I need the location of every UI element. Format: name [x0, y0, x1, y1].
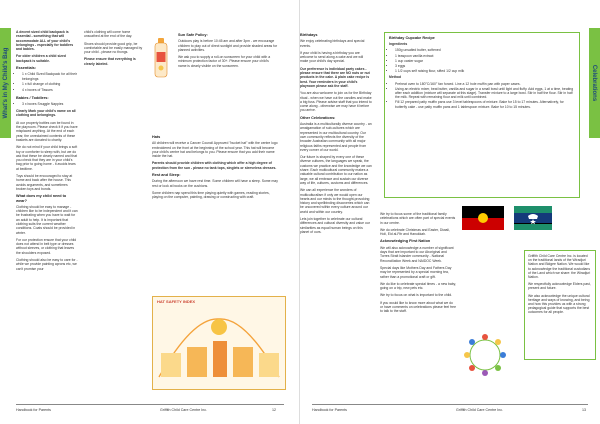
- paragraph: Clothing should be easy to manage - children like to be independent and it can be frustrating when you have to wait for an adult to help. It is important that clothing suits the current weather conditions. Coats should be provided in winter.: [16, 204, 78, 235]
- heading: Other Celebrations:: [300, 115, 336, 120]
- recipe-title: Birthday Cupcake Recipe: [389, 36, 435, 40]
- heading: Method: [389, 75, 402, 80]
- footer-org: Griffith Child Care Centre Inc.: [160, 408, 208, 412]
- footer-title: Handbook for Parents: [16, 408, 51, 412]
- chart-title: HAT SAFETY INDEX: [157, 299, 196, 304]
- method-list: [389, 82, 575, 109]
- paragraph: child's clothing will come home unscathed at the end of the day.: [84, 30, 133, 39]
- list-item: • 1 cup caster sugar: [395, 59, 575, 63]
- paragraph: Outdoors play is before 10:45 am and after 3pm - we encourage children to play out of direct sunlight and provide shaded areas for planned activities.: [178, 39, 278, 52]
- list-item: • Using an electric mixer, beat butter, vanilla and sugar in a small bowl until light and fluffy. Add eggs, 1 at a time, beating after each addition (mixture will separate at this stage). Transfer mixture to a large bowl. Stir in half the flour. Stir in half the milk. Repeat with remaining flour and milk until combined.: [395, 87, 575, 100]
- section-tab-label: What's in My Child's Bag: [3, 47, 9, 119]
- list-item: • 1 x Child Sized Backpack for all their belongings: [22, 72, 78, 81]
- paragraph: If your child is having a birthday you are welcome to send along a cake and we will make your child's day special.: [300, 50, 364, 64]
- acknowledgement-box: [524, 250, 596, 360]
- dhari-star-icon: [514, 206, 552, 230]
- paragraph: We enjoy celebrating birthdays and special events.: [300, 39, 365, 48]
- paragraph: Shoes should provide good grip, be comfortable and be easily managed by your child - please no thongs.: [84, 41, 143, 55]
- paragraph: Some children nap spend this time playing quietly with games, reading stories, playing on the computer, painting, drawing or constructing with craft.: [152, 190, 270, 200]
- children-circle-icon: [462, 332, 508, 378]
- heading: Birthdays: [300, 33, 318, 37]
- list-item: • 1 teaspoon vanilla extract: [395, 54, 575, 58]
- list-item: • 1 1/2 cups self raising flour, sifted 1/2 cup milk: [395, 69, 575, 73]
- list-item: • 150g unsalted butter, softened: [395, 48, 575, 52]
- left-column-3b: [152, 132, 278, 203]
- paragraph: If you would like to know more about what we do or have comments on celebrations please feel free to talk to the staff.: [380, 300, 456, 314]
- paragraph: For our protection ensure that your child does not attend in belt type or dresses without sleeves, or clothing that leaves the shoulders exposed.: [16, 237, 77, 255]
- footer-rule-right: [312, 404, 588, 405]
- heading: Sun Safe Policy:: [178, 33, 208, 37]
- paragraph: You are also welcome to join us for the Birthday ritual - when we have cut the candles and make a big fuss. Please advise staff that you intend to come along - otherwise we may have it before you arrive.: [300, 91, 372, 113]
- cupcake-recipe-box: [384, 32, 580, 198]
- paragraph: A decent sized child backpack is essential - something that will accommodate ALL of your child's belongings - especially for toddlers and babies.: [16, 30, 74, 52]
- page-number-right: 13: [582, 408, 586, 412]
- essentials-list: [16, 72, 78, 92]
- paragraph: We do not mind if your child brings a soft toy or comforter to sleep with, but we do ask that these be clearly named and that you check that they are in your child's bag prior to going home - it avoids tears at bedtime.: [16, 145, 78, 171]
- left-column-1: [16, 30, 78, 274]
- left-column-3: [178, 30, 278, 71]
- heading: What does my child need to wear?: [16, 194, 67, 203]
- sunscreen-bottle-icon: [154, 38, 168, 78]
- ingredient-list: [389, 48, 575, 73]
- paragraph: During the afternoon we have rest time. Some children will have a sleep. Some may rest or look at books on the cushions.: [152, 179, 278, 188]
- paragraph: We respectfully acknowledge Elders past, present and future.: [528, 282, 591, 291]
- list-item: • 4 x boxes of Tissues: [22, 88, 78, 92]
- heading: Rest and Sleep:: [152, 173, 181, 178]
- section-tab-left: [0, 28, 11, 138]
- left-column-2: [84, 30, 146, 69]
- list-item: • 1 x full change of clothing: [22, 82, 78, 86]
- section-tab-label: Celebrations: [591, 64, 597, 102]
- paragraph: Please ensure that everything is clearly labeled.: [84, 57, 136, 66]
- paragraph: We do celebrate Christmas and Easter, Diwali, Holi, Eid al-Fitr and Hanukkah.: [380, 227, 450, 237]
- paragraph: Toys should be encouraged to stay at home and back after the house. This avoids arguments, and sometimes broken toys and bonds.: [16, 174, 73, 191]
- hat-safety-chart: [152, 296, 286, 390]
- paragraph: Clothing should also be easy to care for - while we provide painting aprons etc, we can't promise your: [16, 258, 78, 271]
- paragraph: We do like to celebrate special times - a new baby, going on a trip, new pets etc.: [380, 281, 457, 291]
- section-tab-right: [589, 28, 600, 138]
- aboriginal-flag-icon: [462, 206, 504, 230]
- paragraph: We try to focus on what is important to the child.: [380, 293, 453, 298]
- footer-title-right: Handbook for Parents: [312, 408, 347, 412]
- heading: Hats: [152, 135, 161, 139]
- paragraph: We also acknowledge the unique cultural heritage and ways of knowing, and being and how this provides us with a strong pedagogical guide that supports the best outcomes for all people.: [528, 293, 590, 315]
- heading: Essentials:: [16, 66, 37, 71]
- babies-list: [16, 102, 78, 106]
- paragraph: All children will receive a Cancer Council Approved "bucket hat" with the centre logo embroidered on the front at the beginning of the school year. This hat will become your child's centre hat and belongs to you. Please ensure that you add their name inside the hat.: [152, 141, 278, 159]
- list-item: • Fill 12 prepared patty muffin pans use 3 level tablespoons of mixture. Bake for 15 to 17 minutes. Alternatively, for butterfly cake - use patty muffin pans and 1 tablespoon mixture. Bake for 10 to 15 minutes.: [395, 100, 575, 108]
- page-number: 12: [272, 408, 276, 412]
- paragraph: We ask you to supply a roll-on sunscreen for your child with a minimum protection factor of 30+. Please ensure your child's name is clearly visible on the sunscreen.: [178, 55, 271, 68]
- paragraph: Our future is shaped by every one of these diverse cultures, the languages we speak, the customs we practice and the knowledge we can share. Each multicultural community makes a valuable cultural contribution to our nation as large, we all embrace and sustain our diverse way of life, cultures, customs and differences.: [300, 155, 372, 185]
- paragraph: Clearly Mark your child's name on all clothing and belongings.: [16, 109, 76, 118]
- heading: Babies / Toddlers:: [16, 95, 49, 100]
- paragraph: At our property bottles can be found in the playroom. Please check it if you have misplaced anything. At the end of each year, the unreclaimed contents of these baskets are donated to charity.: [16, 120, 78, 142]
- footer-rule: [16, 404, 284, 405]
- paragraph: We try to focus some of the traditional family celebrations which are often part of special events in our centre.: [380, 212, 456, 225]
- right-column-2: [380, 212, 456, 317]
- paragraph: Parents should provide children with clothing which offer a high degree of protection from the sun - please no tank tops, singlets or sleeveless dresses.: [152, 161, 277, 170]
- paragraph: Special days like Mothers Day and Fathers Day may be represented by a special morning tea, rather than a promotional craft or gift.: [380, 265, 452, 279]
- right-column-1: [300, 30, 372, 237]
- list-item: • 3 eggs: [395, 64, 575, 68]
- paragraph: We can all experience the wonders of multiculturalism if only we would open our hearts and our minds to the thought-provoking history and spellbinding discoveries which can be uncovered within every culture around our world and within our country.: [300, 188, 370, 214]
- list-item: • 3 x boxes Snuggle Nappies: [22, 102, 78, 106]
- paragraph: We will also acknowledge a number of significant days that are important to our Aboriginal and Torres Strait Islander community - National Reconciliation Week and NAIDOC Week.: [380, 245, 454, 263]
- heading: Acknowledging First Nation: [380, 239, 431, 244]
- heading: Ingredients: [389, 42, 408, 47]
- footer-org-right: Griffith Child Care Centre Inc.: [456, 408, 504, 412]
- paragraph: Griffith Child Care Centre Inc. is located on the traditional lands of the Wiradjuri Nation and Bidgee Nation. We would like to acknowledge the traditional custodians of the Land which we share: the Wiradjuri Nation.: [528, 254, 591, 280]
- list-item: • Preheat oven to 180°C/160° fan forced. Line a 12 hole muffin pan with paper cases.: [395, 82, 575, 86]
- torres-strait-flag-icon: [514, 206, 552, 230]
- paragraph: Lets join together to celebrate our cultural differences and cultural diversity and value our similarities as equal human beings on this planet of ours.: [300, 216, 370, 234]
- sun-illustration: [153, 297, 285, 389]
- paragraph: Our preference is individual party cakes - please ensure that there are NO nuts or nut products in the cake. A plain cake recipe is best. Your reminders in your child's playroom please ask the staff.: [300, 66, 370, 88]
- paragraph: For older children a child sized backpack is suitable.: [16, 54, 66, 63]
- paragraph: Australia is a multiculturally diverse country - an amalgamation of sub-cultures which are represented in our multicultural country. Our own community reflects the diversity of the broader Australian community with all major religious faiths represented and people from every corner of our world.: [300, 122, 372, 152]
